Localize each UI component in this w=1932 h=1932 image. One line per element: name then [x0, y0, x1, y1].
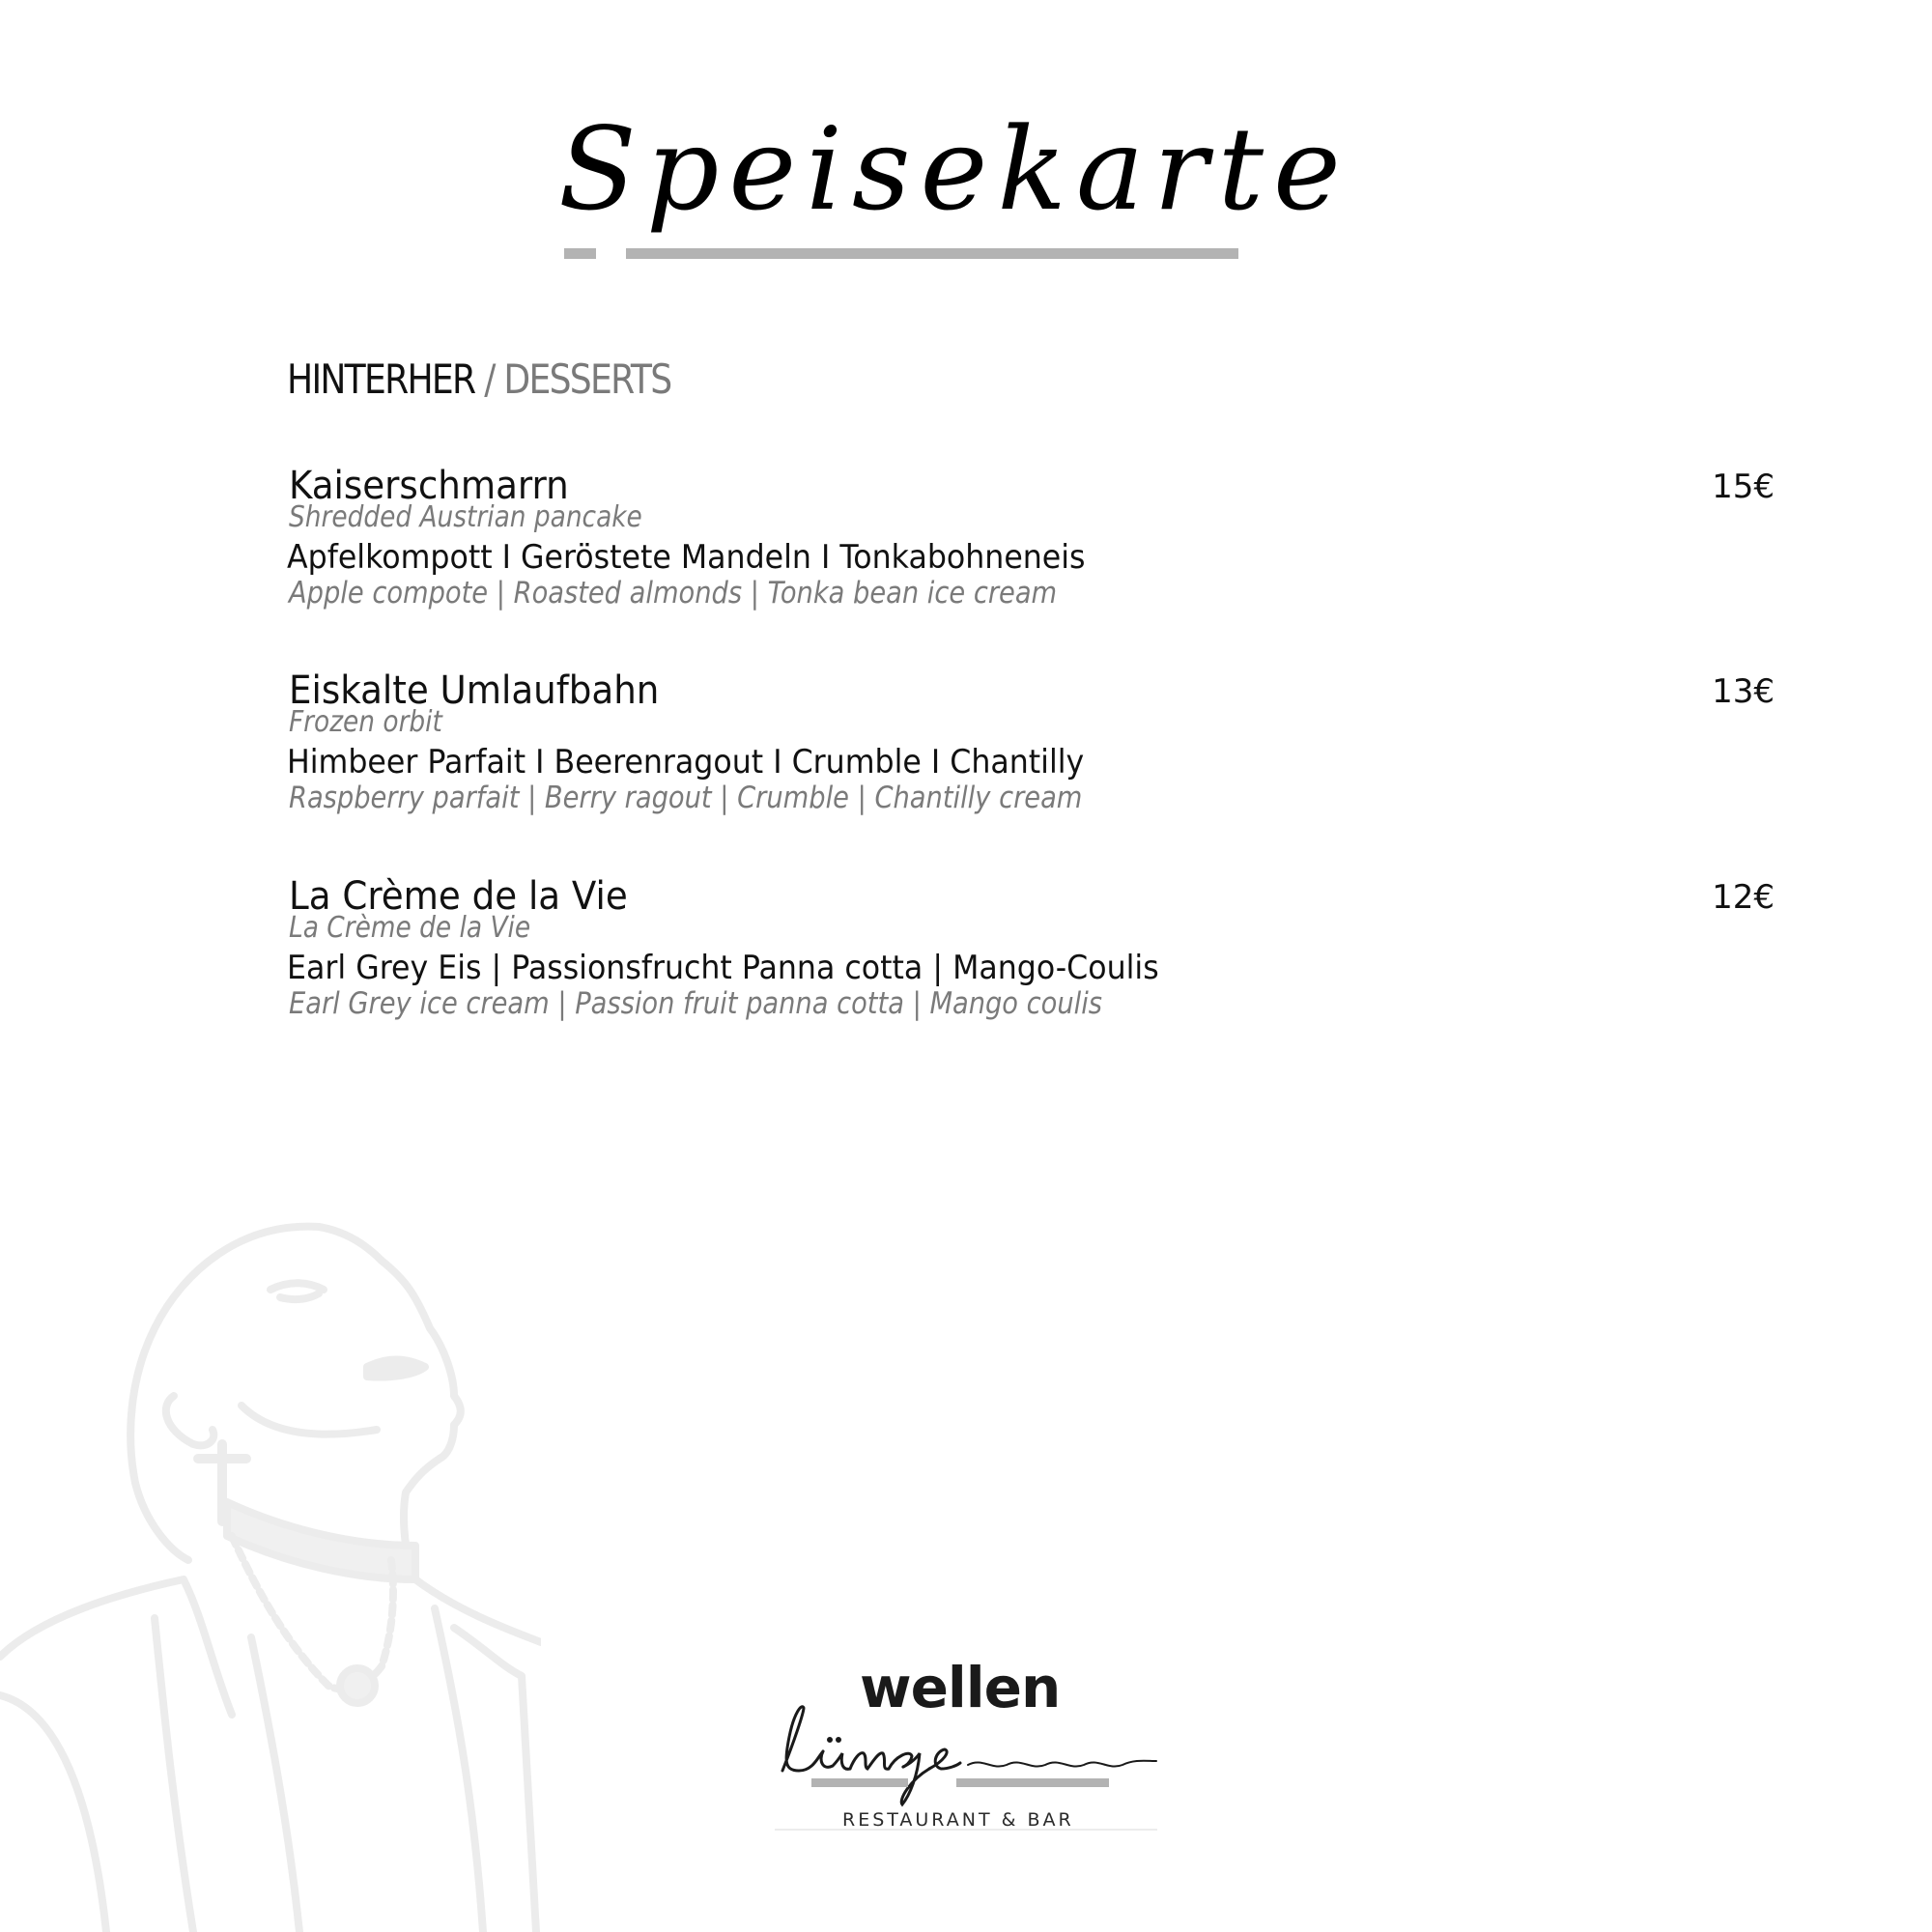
page-title-block: [551, 102, 1381, 270]
title-underline-long: [626, 248, 1238, 259]
item-description-en: Raspberry parfait | Berry ragout | Crumble | Chantilly cream: [289, 781, 1083, 815]
item-subtitle: Shredded Austrian pancake: [289, 500, 642, 534]
section-title-de: HINTERHER: [287, 355, 475, 403]
item-price: 12€: [1712, 878, 1775, 917]
logo-bar-short: [811, 1778, 908, 1787]
item-description-de: Apfelkompott I Geröstete Mandeln I Tonkabohneneis: [287, 538, 1086, 577]
page-title: Speisekarte: [558, 102, 1350, 236]
logo-wordmark-top: wellen: [860, 1655, 1061, 1720]
logo-bar-long: [956, 1778, 1109, 1787]
item-subtitle: La Crème de la Vie: [289, 911, 531, 945]
section-title-en: DESSERTS: [503, 355, 671, 403]
item-name: Eiskalte Umlaufbahn: [289, 668, 660, 713]
item-description-en: Apple compote | Roasted almonds | Tonka bean ice cream: [289, 576, 1058, 611]
item-description-en: Earl Grey ice cream | Passion fruit panna cotta | Mango coulis: [289, 986, 1103, 1021]
item-price: 13€: [1712, 672, 1775, 711]
item-name: La Crème de la Vie: [289, 874, 628, 919]
restaurant-logo: [775, 1655, 1157, 1831]
title-underline-short: [564, 248, 596, 259]
item-description-de: Himbeer Parfait I Beerenragout I Crumble I Chantilly: [287, 743, 1085, 781]
item-name: Kaiserschmarrn: [289, 464, 569, 508]
item-price: 15€: [1712, 468, 1775, 506]
section-heading: [287, 355, 670, 403]
logo-tagline: RESTAURANT & BAR: [842, 1809, 1074, 1831]
item-subtitle: Frozen orbit: [289, 705, 442, 739]
section-separator: /: [474, 355, 504, 403]
woman-illustration-icon: [0, 1212, 541, 1932]
item-description-de: Earl Grey Eis | Passionsfrucht Panna cotta | Mango-Coulis: [287, 949, 1159, 987]
logo-script-wave-icon: [775, 1684, 1157, 1809]
